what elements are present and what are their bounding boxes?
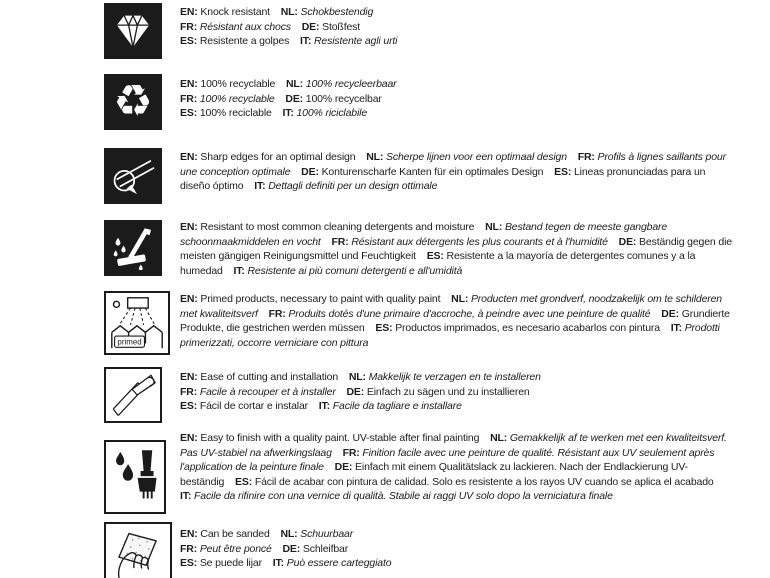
translation-text: Facile da rifinire con una vernice di qualità. Stabile ai raggi UV solo dopo la verniciatura finale: [191, 490, 613, 502]
diamond-icon: [104, 3, 162, 59]
lang-segment-it: [273, 557, 392, 569]
translation-text: Producten met grondverf, noodzakelijk om te schilderen met kwaliteitsverf: [180, 293, 722, 320]
language-label: NL:: [280, 528, 298, 540]
language-label: IT:: [180, 490, 192, 502]
language-label: EN:: [180, 432, 198, 444]
language-label: EN:: [180, 6, 198, 18]
lang-segment-fr: [180, 21, 291, 33]
language-label: NL:: [366, 151, 384, 163]
translation-text: Résistant aux chocs: [197, 20, 291, 33]
translation-text: Konturenscharfe Kanten für ein optimales Design: [318, 165, 544, 178]
language-label: IT:: [233, 264, 245, 277]
lang-segment-it: [234, 265, 463, 277]
translation-text: Peut être poncé: [197, 542, 272, 555]
lang-segment-en: [180, 371, 338, 383]
translation-text: Beständig gegen die meisten gängigen Reinigungsmittel und Feuchtigkeit: [180, 235, 732, 262]
feature-row-primed: [104, 292, 754, 350]
primer-spray-icon: [104, 291, 170, 355]
translation-text: Può essere carteggiato: [283, 557, 392, 569]
translation-text: Makkelijk te verzagen en te installeren: [365, 371, 541, 383]
feature-row-recyclable: [104, 76, 754, 127]
language-label: IT:: [254, 180, 266, 192]
feature-row-sharp-edges: [104, 150, 754, 194]
lang-segment-de: [285, 93, 381, 105]
translation-text: 100% reciclable: [197, 107, 272, 119]
lang-segment-nl: [286, 78, 397, 90]
language-label: FR:: [180, 385, 198, 398]
lang-segment-en: [180, 78, 275, 90]
lang-segment-es: [375, 322, 660, 334]
translation-text: Ease of cutting and installation: [197, 371, 339, 383]
feature-row-sandable: [104, 527, 754, 571]
language-label: FR:: [180, 92, 198, 105]
lang-segment-en: [180, 528, 270, 540]
lang-segment-it: [254, 180, 437, 192]
translation-text: Prodotti primerizzati, occorre verniciare con pittura: [180, 322, 720, 349]
translation-text: Primed products, necessary to paint with quality paint: [197, 293, 441, 305]
translation-text: 100% recycleerbaar: [303, 78, 397, 90]
feature-description: [180, 370, 732, 414]
recycle-icon: ♻: [104, 74, 162, 130]
lang-segment-it: [283, 107, 368, 119]
translation-text: Stoßfest: [319, 20, 361, 33]
language-label: DE:: [661, 307, 679, 320]
feature-description: [180, 77, 732, 121]
sanding-hand-icon: [104, 522, 172, 578]
language-label: NL:: [451, 293, 469, 305]
lang-segment-en: [180, 221, 474, 233]
feature-description: [180, 431, 732, 504]
language-label: FR:: [180, 542, 198, 555]
translation-text: Einfach zu sägen und zu installieren: [364, 385, 530, 398]
lang-segment-nl: [280, 528, 353, 540]
translation-text: Schokbestendig: [297, 6, 374, 18]
language-label: ES:: [180, 557, 198, 569]
translation-text: Knock resistant: [197, 6, 270, 18]
primed-label: primed: [117, 337, 142, 347]
lang-segment-es: [180, 400, 308, 412]
translation-text: Lineas pronunciadas para un diseño óptimo: [180, 165, 706, 192]
translation-text: Scherpe lijnen voor een optimaal design: [383, 151, 567, 163]
lang-segment-es: [235, 476, 714, 488]
language-label: DE:: [301, 165, 319, 178]
language-label: IT:: [670, 322, 682, 334]
language-label: IT:: [318, 400, 330, 412]
lang-segment-fr: [332, 236, 608, 248]
feature-row-easy-cutting: [104, 370, 754, 414]
lang-segment-de: [301, 166, 543, 178]
feature-row-easy-finish-uv: [104, 431, 754, 504]
translation-text: Fácil de cortar e instalar: [197, 400, 308, 412]
language-label: NL:: [490, 432, 508, 444]
lang-segment-de: [282, 543, 348, 555]
language-label: DE:: [285, 92, 304, 105]
lang-segment-de: [302, 21, 360, 33]
language-label: ES:: [426, 250, 444, 262]
language-label: NL:: [280, 6, 298, 18]
lang-segment-fr: [180, 93, 275, 105]
language-label: EN:: [180, 293, 198, 305]
translation-text: Résistant aux détergents les plus courants et à l'humidité: [348, 235, 608, 248]
lang-segment-nl: [349, 371, 541, 383]
translation-text: Schleifbar: [300, 542, 349, 555]
lang-segment-en: [180, 293, 440, 305]
feature-description: [180, 292, 732, 350]
lang-segment-en: [180, 151, 355, 163]
translation-text: 100% recycelbar: [303, 92, 382, 105]
translation-text: Resistente agli urti: [311, 35, 398, 47]
lang-segment-fr: [180, 386, 336, 398]
saw-cutting-icon: [104, 367, 162, 423]
language-label: FR:: [577, 151, 595, 163]
lang-segment-en: [180, 6, 270, 18]
language-label: EN:: [180, 371, 198, 383]
translation-text: Sharp edges for an optimal design: [197, 151, 356, 163]
language-label: DE:: [618, 235, 637, 248]
language-label: EN:: [180, 221, 198, 233]
sharp-edge-icon: [104, 148, 162, 204]
translation-text: Schuurbaar: [297, 528, 354, 540]
language-label: ES:: [375, 322, 393, 334]
feature-description: [180, 150, 732, 194]
translation-text: Productos imprimados, es necesario acabarlos con pintura: [392, 322, 660, 334]
language-label: EN:: [180, 151, 198, 163]
language-label: ES:: [180, 107, 198, 119]
lang-segment-nl: [281, 6, 373, 18]
cleaning-mop-icon: [104, 220, 162, 276]
translation-text: Resistente ai più comuni detergenti e all'umidità: [244, 264, 463, 277]
lang-segment-es: [180, 557, 262, 569]
language-label: ES:: [554, 165, 572, 178]
translation-text: Easy to finish with a quality paint. UV-stable after final painting: [197, 432, 480, 444]
language-label: NL:: [485, 221, 503, 233]
language-label: DE:: [282, 542, 301, 555]
translation-text: Bestand tegen de meeste gangbare schoonmaakmiddelen en vocht: [180, 221, 668, 248]
lang-segment-fr: [269, 308, 651, 320]
lang-segment-es: [180, 107, 272, 119]
language-label: FR:: [342, 446, 360, 459]
translation-text: 100% riciclabile: [293, 107, 368, 119]
translation-text: Resistente a la mayoría de detergentes comunes y a la humedad: [180, 250, 696, 277]
translation-text: Facile à recouper et à installer: [197, 385, 336, 398]
language-label: IT:: [272, 557, 284, 569]
translation-text: Produits dotés d'une primaire d'accroche, à peindre avec une peinture de qualité: [285, 307, 651, 320]
feature-row-knock-resistant: [104, 5, 754, 49]
translation-text: 100% recyclable: [197, 92, 275, 105]
lang-segment-nl: [366, 151, 567, 163]
translation-text: Grundierte Produkte, die gestrichen werden müssen: [180, 307, 730, 334]
language-label: IT:: [282, 107, 294, 119]
language-label: ES:: [180, 400, 198, 412]
paint-brush-icon: [104, 440, 166, 514]
lang-segment-es: [180, 35, 289, 47]
lang-segment-it: [319, 400, 462, 412]
translation-text: Resistente a golpes: [197, 35, 290, 47]
translation-text: Facile da tagliare e installare: [329, 400, 462, 412]
language-label: NL:: [285, 78, 304, 90]
feature-description: [180, 527, 732, 571]
translation-text: Finition facile avec une peinture de qualité. Résistant aux UV seulement après l'application de la peinture finale: [180, 446, 715, 473]
lang-segment-it: [180, 490, 613, 502]
translation-text: Profils à lignes saillants pour une conception optimale: [180, 151, 726, 178]
translation-text: Se puede lijar: [197, 557, 262, 569]
lang-segment-en: [180, 432, 479, 444]
language-label: FR:: [331, 235, 349, 248]
translation-text: Resistant to most common cleaning detergents and moisture: [197, 221, 475, 233]
feature-row-detergent-resistant: [104, 220, 754, 278]
language-label: FR:: [180, 20, 198, 33]
feature-description: [180, 5, 732, 49]
language-label: EN:: [180, 528, 198, 540]
feature-description: [180, 220, 732, 278]
language-label: DE:: [301, 20, 320, 33]
translation-text: Einfach mit einem Qualitätslack zu lackieren. Nach der Endlackierung UV-beständig: [180, 461, 688, 488]
lang-segment-de: [346, 386, 529, 398]
translation-text: Fácil de acabar con pintura de calidad. Solo es resistente a los rayos UV cuando se aplica el acabado: [252, 475, 714, 488]
language-label: NL:: [348, 371, 366, 383]
translation-text: Can be sanded: [197, 528, 270, 540]
translation-text: Gemakkelijk af te werken met een kwaliteitsverf. Pas UV-stabiel na afwerkingslaag: [180, 432, 727, 459]
translation-text: Dettagli definiti per un design ottimale: [265, 180, 438, 192]
lang-segment-fr: [180, 543, 272, 555]
language-label: DE:: [334, 461, 353, 473]
language-label: FR:: [268, 307, 286, 320]
lang-segment-it: [300, 35, 397, 47]
language-label: ES:: [234, 475, 253, 488]
language-label: ES:: [180, 35, 198, 47]
translation-text: 100% recyclable: [197, 78, 276, 90]
language-label: DE:: [346, 385, 365, 398]
language-label: IT:: [300, 35, 312, 47]
language-label: EN:: [180, 78, 198, 90]
